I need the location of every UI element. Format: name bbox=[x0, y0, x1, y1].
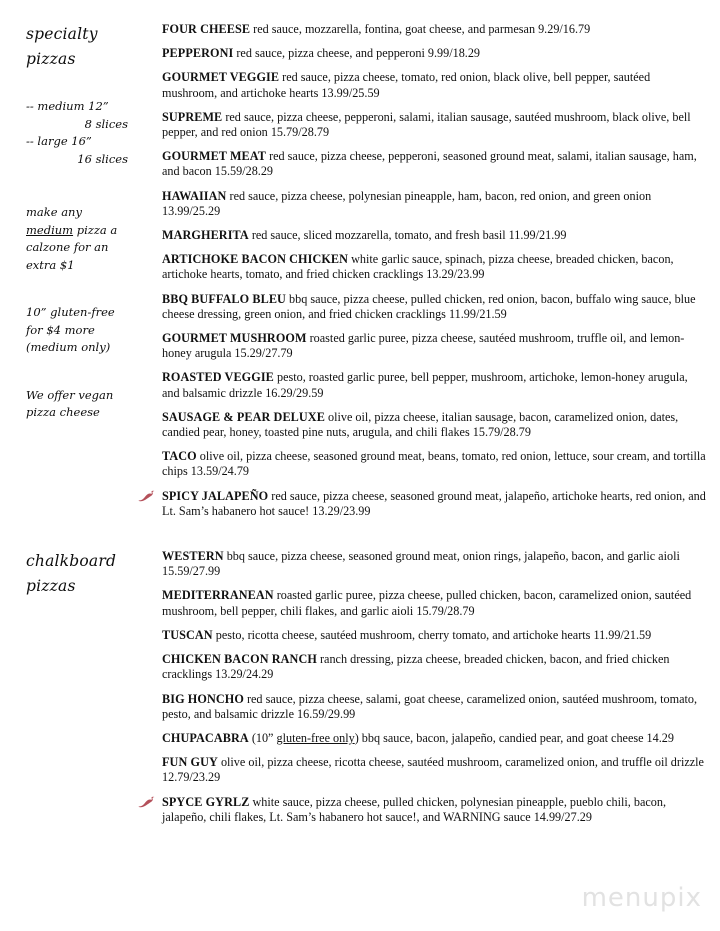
menu-item-name: MARGHERITA bbox=[162, 228, 249, 243]
menu-item-name: SPICY JALAPEÑO bbox=[162, 488, 269, 503]
menu-item-description: pesto, ricotta cheese, sautéed mushroom, cherry tomato, and artichoke hearts 11.99/21.59 bbox=[212, 627, 652, 642]
calzone-note-line-1: make any bbox=[26, 205, 82, 219]
menu-item-name: TUSCAN bbox=[162, 627, 213, 642]
menu-item bbox=[134, 370, 708, 400]
chalkboard-notes-column bbox=[6, 549, 134, 599]
vegan-note bbox=[26, 387, 128, 422]
menu-item bbox=[134, 70, 708, 100]
menu-item-description: red sauce, pizza cheese, polynesian pineapple, ham, bacon, red onion, and green onion 13.99/25.29 bbox=[162, 188, 652, 218]
menu-item-name: FUN GUY bbox=[162, 755, 218, 770]
menu-item-name: TACO bbox=[162, 449, 197, 464]
menu-item-description: pesto, roasted garlic puree, bell pepper, mushroom, artichoke, lemon-honey arugula, and balsamic drizzle 16.29/29.59 bbox=[162, 370, 688, 400]
menu-item bbox=[134, 731, 708, 746]
menu-item-description: red sauce, pizza cheese, seasoned ground meat, jalapeño, artichoke hearts, red onion, and Lt. Sam’s habanero hot sauce! 13.29/23.99 bbox=[162, 488, 706, 518]
section-specialty-pizzas bbox=[6, 22, 714, 519]
menu-item-description: red sauce, pizza cheese, pepperoni, salami, italian sausage, sautéed mushroom, black olive, bell pepper, and red onion 15.79/28.79 bbox=[162, 109, 691, 140]
specialty-heading-line-1: specialty bbox=[26, 25, 98, 43]
menu-item-description: bbq sauce, pizza cheese, seasoned ground meat, onion rings, jalapeño, bacon, and garlic aioli 15.59/27.99 bbox=[162, 549, 680, 579]
calzone-note-underlined-word: medium bbox=[26, 222, 74, 237]
menu-item-description: ranch dressing, pizza cheese, breaded chicken, bacon, and fried chicken cracklings 13.29/24.29 bbox=[162, 652, 670, 682]
menu-item-description: olive oil, pizza cheese, seasoned ground meat, beans, tomato, red onion, lettuce, sour cream, and tortilla chips 13.59/24.79 bbox=[162, 449, 706, 479]
menu-item-description: red sauce, pizza cheese, pepperoni, seasoned ground meat, salami, italian sausage, ham, and bacon 15.59/28.29 bbox=[162, 149, 697, 179]
menu-item bbox=[134, 228, 708, 243]
menu-item bbox=[134, 449, 708, 479]
specialty-notes-column bbox=[6, 22, 134, 422]
menu-item-description-underlined: gluten-free only bbox=[276, 730, 355, 745]
chalkboard-heading-line-2: pizzas bbox=[26, 577, 76, 596]
size-note bbox=[26, 98, 128, 168]
menu-item bbox=[134, 692, 708, 722]
menu-item-name: GOURMET MEAT bbox=[162, 149, 267, 164]
menu-item-name: WESTERN bbox=[162, 549, 224, 564]
chalkboard-heading-line-1: chalkboard bbox=[26, 552, 117, 571]
menu-item-name: ARTICHOKE BACON CHICKEN bbox=[162, 252, 349, 267]
size-note-large: -- large 16” bbox=[26, 134, 92, 148]
calzone-note-line-3: calzone for an bbox=[26, 240, 109, 254]
specialty-heading-line-2: pizzas bbox=[26, 50, 76, 68]
chili-pepper-icon bbox=[138, 796, 156, 810]
menu-item-name: CHICKEN BACON RANCH bbox=[162, 652, 317, 667]
menu-item bbox=[134, 652, 708, 682]
menu-item-description: red sauce, pizza cheese, salami, goat cheese, caramelized onion, sautéed mushroom, tomato, pesto, and balsamic drizzle 16.59/29.99 bbox=[162, 691, 698, 721]
menu-item-description: bbq sauce, pizza cheese, pulled chicken, red onion, bacon, buffalo wing sauce, blue cheese dressing, green onion, and fried chicken cracklings 11.99/21.59 bbox=[162, 291, 696, 321]
menu-item-name: FOUR CHEESE bbox=[162, 22, 251, 36]
menu-item-description-pre: (10” bbox=[248, 730, 277, 745]
specialty-items-column bbox=[134, 22, 714, 519]
menu-item-description: red sauce, pizza cheese, tomato, red onion, black olive, bell pepper, sautéed mushroom, and artichoke hearts 13.99/25.59 bbox=[162, 70, 651, 100]
menu-item-description: roasted garlic puree, pizza cheese, pulled chicken, bacon, caramelized onion, sautéed mushroom, bell pepper, chili flakes, and garlic aioli 15.79/28.79 bbox=[162, 588, 692, 618]
specialty-section-heading bbox=[26, 22, 128, 72]
menu-item bbox=[134, 292, 708, 322]
menu-item-description-post: ) bbq sauce, bacon, jalapeño, candied pear, and goat cheese 14.29 bbox=[354, 730, 674, 745]
menu-item-name: BBQ BUFFALO BLEU bbox=[162, 291, 286, 306]
chalkboard-section-heading bbox=[26, 549, 128, 599]
menu-item-name: PEPPERONI bbox=[162, 46, 234, 61]
menu-item-description: white sauce, pizza cheese, pulled chicken, polynesian pineapple, pueblo chili, bacon, jalapeño, chili flakes, Lt. Sam’s habanero hot sauce!, and WARNING sauce 14.99/27.29 bbox=[162, 794, 667, 824]
menu-item bbox=[134, 189, 708, 219]
gluten-free-note-line-2: for $4 more bbox=[26, 322, 95, 337]
menu-item bbox=[134, 628, 708, 643]
chili-pepper-icon bbox=[138, 490, 156, 504]
section-chalkboard-pizzas bbox=[6, 549, 714, 825]
size-note-large-slices: 16 slices bbox=[77, 151, 128, 166]
menu-item-description: red sauce, sliced mozzarella, tomato, and fresh basil 11.99/21.99 bbox=[248, 228, 567, 243]
vegan-note-line-1: We offer vegan bbox=[26, 387, 114, 402]
calzone-note-line-4: extra $1 bbox=[26, 257, 75, 272]
menu-item bbox=[134, 410, 708, 440]
menu-item-name: SPYCE GYRLZ bbox=[162, 794, 250, 809]
menu-item-name: BIG HONCHO bbox=[162, 691, 244, 706]
menu-item-name: HAWAIIAN bbox=[162, 188, 227, 203]
menu-item bbox=[134, 22, 708, 37]
menu-item-description: roasted garlic puree, pizza cheese, sautéed mushroom, truffle oil, and lemon-honey arugula 15.29/27.79 bbox=[162, 331, 685, 361]
calzone-note bbox=[26, 204, 128, 274]
menu-item bbox=[134, 755, 708, 785]
gluten-free-note-line-1: 10” gluten-free bbox=[26, 305, 115, 319]
menu-item bbox=[134, 110, 708, 140]
menu-item-description: olive oil, pizza cheese, ricotta cheese, sautéed mushroom, caramelized onion, and truffle oil drizzle 12.79/23.29 bbox=[162, 755, 704, 785]
menu-item-name: CHUPACABRA bbox=[162, 730, 249, 745]
size-note-medium-slices: 8 slices bbox=[84, 116, 128, 131]
gluten-free-note-line-3: (medium only) bbox=[26, 340, 111, 354]
size-note-medium: -- medium 12” bbox=[26, 99, 109, 113]
menu-item bbox=[134, 252, 708, 282]
menu-item-name: ROASTED VEGGIE bbox=[162, 370, 274, 385]
vegan-note-line-2: pizza cheese bbox=[26, 405, 100, 419]
menu-item-spicy bbox=[134, 795, 708, 825]
menu-item-description: red sauce, mozzarella, fontina, goat cheese, and parmesan 9.29/16.79 bbox=[250, 22, 591, 36]
menu-item-name: GOURMET MUSHROOM bbox=[162, 331, 307, 346]
chalkboard-items-column bbox=[134, 549, 714, 825]
menu-item-description: white garlic sauce, spinach, pizza cheese, breaded chicken, bacon, artichoke hearts, tomato, and fried chicken cracklings 13.29/23.99 bbox=[162, 252, 674, 282]
menu-item-description: olive oil, pizza cheese, italian sausage, bacon, caramelized onion, dates, candied pear, honey, toasted pine nuts, arugula, and chili flakes 15.79/28.79 bbox=[162, 409, 679, 440]
calzone-note-line-2: medium pizza a bbox=[26, 222, 118, 237]
menu-item-name: MEDITERRANEAN bbox=[162, 588, 274, 603]
menu-item bbox=[134, 331, 708, 361]
menu-item-name: GOURMET VEGGIE bbox=[162, 70, 280, 85]
menu-item-description: red sauce, pizza cheese, and pepperoni 9.99/18.29 bbox=[233, 46, 481, 61]
menu-item bbox=[134, 549, 708, 579]
menu-item-name: SAUSAGE & PEAR DELUXE bbox=[162, 409, 325, 424]
menu-item bbox=[134, 588, 708, 618]
menu-item bbox=[134, 149, 708, 179]
gluten-free-note bbox=[26, 304, 128, 357]
menu-item bbox=[134, 46, 708, 61]
menupix-watermark: menupix bbox=[581, 883, 702, 913]
menu-item-spicy bbox=[134, 489, 708, 519]
menu-item-name: SUPREME bbox=[162, 109, 223, 124]
